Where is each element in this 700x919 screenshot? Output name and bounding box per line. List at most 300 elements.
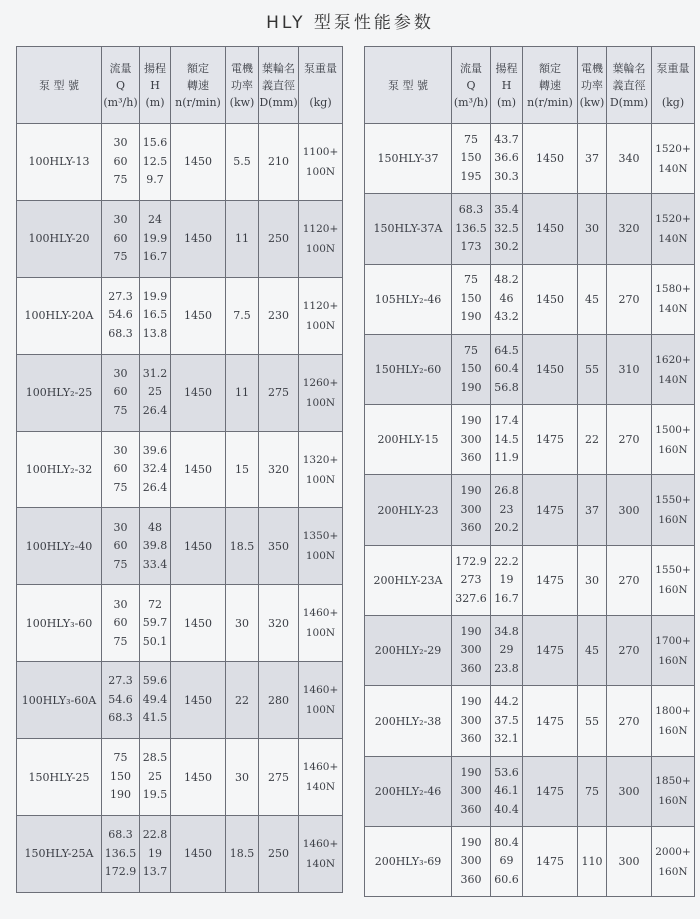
- head-cell: [140, 277, 171, 354]
- flow-value: 190: [460, 695, 482, 709]
- pump-model-cell: 150HLY-25: [17, 739, 102, 816]
- head-cell: [491, 826, 523, 896]
- header-label: 葉輪名: [612, 61, 646, 75]
- head-value: 28.5: [142, 751, 168, 765]
- pump-model-cell: 100HLY-13: [17, 124, 102, 201]
- speed-cell: 1475: [523, 826, 578, 896]
- impeller-diameter-cell: 270: [607, 686, 652, 756]
- head-value: 69: [499, 854, 514, 868]
- impeller-diameter-cell: 270: [607, 264, 652, 334]
- flow-value: 30: [113, 136, 128, 150]
- table-row: [365, 475, 695, 545]
- table-row: [17, 508, 343, 585]
- header-label: 轉速: [187, 78, 209, 92]
- head-cell: [491, 756, 523, 826]
- header-pump-weight: [652, 47, 695, 124]
- weight-cell: [652, 475, 695, 545]
- power-cell: 22: [226, 662, 259, 739]
- header-label: (m³/h): [453, 95, 489, 109]
- head-value: 9.7: [146, 173, 164, 187]
- head-value: 36.6: [494, 151, 519, 165]
- weight-value: 1550+: [655, 494, 691, 507]
- flow-value: 190: [460, 765, 482, 779]
- head-value: 24: [148, 213, 162, 227]
- power-cell: 45: [578, 616, 607, 686]
- head-value: 30.2: [494, 240, 519, 254]
- pump-model-cell: 100HLY₂-25: [17, 354, 102, 431]
- impeller-diameter-cell: 320: [259, 585, 299, 662]
- head-value: 13.7: [142, 865, 168, 879]
- header-label: n(r/min): [175, 95, 221, 109]
- header-label: 功率: [581, 78, 603, 92]
- flow-value: 60: [113, 616, 128, 630]
- flow-value: 190: [460, 414, 482, 428]
- header-label: 泵重量: [304, 61, 337, 75]
- flow-cell: [102, 816, 140, 893]
- header-label: (kg): [309, 95, 332, 109]
- flow-value: 195: [460, 169, 482, 183]
- head-value: 26.4: [142, 480, 168, 494]
- head-value: 80.4: [494, 835, 519, 849]
- header-label: 流量: [460, 61, 482, 75]
- header-impeller-diameter: [259, 47, 299, 124]
- flow-value: 54.6: [108, 692, 133, 706]
- head-value: 22.2: [494, 554, 519, 568]
- weight-value: 1520+: [655, 212, 691, 225]
- pump-model-cell: 100HLY-20A: [17, 277, 102, 354]
- table-row: [365, 616, 695, 686]
- flow-value: 150: [460, 362, 482, 376]
- table-row: [17, 662, 343, 739]
- power-cell: 110: [578, 826, 607, 896]
- flow-value: 75: [113, 250, 128, 264]
- table-row: [365, 194, 695, 264]
- power-cell: 30: [578, 194, 607, 264]
- flow-value: 75: [113, 634, 128, 648]
- weight-value: 1550+: [655, 564, 691, 577]
- header-label: 電機: [581, 61, 603, 75]
- weight-value: 2000+: [655, 845, 691, 858]
- head-value: 56.8: [494, 380, 519, 394]
- header-flow: [452, 47, 491, 124]
- head-cell: [140, 816, 171, 893]
- weight-value: 1460+: [302, 684, 339, 697]
- power-cell: 7.5: [226, 277, 259, 354]
- flow-value: 30: [113, 366, 128, 380]
- flow-cell: [102, 124, 140, 201]
- speed-cell: 1450: [171, 662, 226, 739]
- head-value: 39.6: [142, 443, 168, 457]
- table-row: [365, 686, 695, 756]
- speed-cell: 1450: [523, 264, 578, 334]
- head-value: 23.8: [494, 661, 519, 675]
- header-label: (kg): [661, 95, 685, 109]
- impeller-diameter-cell: 275: [259, 739, 299, 816]
- weight-value: 1320+: [302, 453, 339, 466]
- head-value: 50.1: [142, 634, 168, 648]
- head-value: 48.2: [494, 273, 519, 287]
- flow-cell: [452, 545, 491, 615]
- header-label: 泵重量: [656, 61, 690, 75]
- header-label: 義直徑: [612, 78, 646, 92]
- head-value: 23: [499, 502, 514, 516]
- impeller-diameter-cell: 300: [607, 756, 652, 826]
- head-value: 25: [148, 385, 162, 399]
- head-cell: [140, 354, 171, 431]
- head-value: 19.5: [142, 788, 168, 802]
- weight-value: 1520+: [655, 142, 691, 155]
- header-label: (m): [145, 95, 165, 109]
- impeller-diameter-cell: 320: [607, 194, 652, 264]
- flow-value: 360: [460, 451, 482, 465]
- head-value: 48: [148, 520, 162, 534]
- flow-value: 360: [460, 661, 482, 675]
- head-cell: [140, 431, 171, 508]
- head-value: 26.4: [142, 403, 168, 417]
- head-value: 64.5: [494, 343, 519, 357]
- speed-cell: 1450: [523, 124, 578, 194]
- power-cell: 15: [226, 431, 259, 508]
- weight-cell: [299, 816, 343, 893]
- flow-value: 68.3: [108, 326, 133, 340]
- flow-value: 360: [460, 521, 482, 535]
- flow-value: 173: [460, 240, 482, 254]
- flow-value: 190: [460, 310, 482, 324]
- header-label: 揚程: [144, 61, 166, 75]
- header-label: (kw): [579, 95, 605, 109]
- weight-cell: [652, 616, 695, 686]
- flow-cell: [452, 405, 491, 475]
- weight-value: 140N: [658, 303, 688, 316]
- header-label: 泵 型 號: [388, 78, 428, 92]
- weight-cell: [652, 264, 695, 334]
- speed-cell: 1450: [171, 508, 226, 585]
- head-value: 22.8: [142, 828, 168, 842]
- weight-value: 160N: [658, 725, 688, 738]
- flow-value: 300: [460, 502, 482, 516]
- flow-cell: [102, 200, 140, 277]
- weight-cell: [299, 124, 343, 201]
- weight-cell: [299, 508, 343, 585]
- weight-value: 1620+: [655, 353, 691, 366]
- speed-cell: 1450: [171, 277, 226, 354]
- head-value: 39.8: [142, 539, 168, 553]
- speed-cell: 1450: [171, 200, 226, 277]
- head-value: 32.5: [494, 221, 519, 235]
- flow-cell: [452, 334, 491, 404]
- head-value: 33.4: [142, 557, 168, 571]
- weight-cell: [299, 431, 343, 508]
- table-row: [17, 585, 343, 662]
- head-cell: [140, 662, 171, 739]
- head-cell: [491, 124, 523, 194]
- pump-model-cell: 150HLY-37A: [365, 194, 452, 264]
- weight-value: 1120+: [302, 299, 339, 312]
- flow-value: 30: [113, 213, 128, 227]
- head-value: 60.6: [494, 872, 519, 886]
- head-value: 41.5: [142, 711, 168, 725]
- flow-cell: [452, 124, 491, 194]
- head-value: 16.5: [142, 308, 168, 322]
- head-value: 12.5: [142, 154, 168, 168]
- impeller-diameter-cell: 270: [607, 405, 652, 475]
- weight-value: 140N: [658, 162, 688, 175]
- table-body: [365, 124, 695, 897]
- power-cell: 5.5: [226, 124, 259, 201]
- pump-model-cell: 100HLY₃-60: [17, 585, 102, 662]
- weight-value: 100N: [305, 704, 336, 717]
- table-row: [17, 431, 343, 508]
- weight-cell: [652, 826, 695, 896]
- head-cell: [491, 616, 523, 686]
- pump-model-cell: 200HLY-15: [365, 405, 452, 475]
- header-label: H: [150, 78, 160, 92]
- header-power: [578, 47, 607, 124]
- pump-model-cell: 100HLY-20: [17, 200, 102, 277]
- flow-value: 68.3: [108, 711, 133, 725]
- weight-value: 160N: [658, 584, 688, 597]
- header-pump-model: [365, 47, 452, 124]
- weight-cell: [299, 585, 343, 662]
- head-value: 16.7: [494, 591, 519, 605]
- weight-value: 1700+: [655, 634, 691, 647]
- weight-cell: [299, 662, 343, 739]
- flow-value: 27.3: [108, 289, 133, 303]
- flow-value: 60: [113, 154, 128, 168]
- header-label: (m³/h): [103, 95, 138, 109]
- pump-model-cell: 100HLY₃-60A: [17, 662, 102, 739]
- pump-model-cell: 200HLY-23: [365, 475, 452, 545]
- header-label: 泵 型 號: [39, 78, 79, 92]
- impeller-diameter-cell: 340: [607, 124, 652, 194]
- table-row: [365, 405, 695, 475]
- header-label: 電機: [231, 61, 253, 75]
- flow-value: 30: [113, 443, 128, 457]
- head-value: 19: [148, 846, 162, 860]
- head-cell: [491, 334, 523, 404]
- weight-value: 100N: [305, 165, 336, 178]
- head-value: 11.9: [494, 451, 519, 465]
- header-label: (kw): [229, 95, 255, 109]
- speed-cell: 1475: [523, 616, 578, 686]
- weight-value: 1260+: [302, 376, 339, 389]
- pump-model-cell: 150HLY-25A: [17, 816, 102, 893]
- header-pump-weight: [299, 47, 343, 124]
- pump-model-cell: 200HLY₂-46: [365, 756, 452, 826]
- head-value: 20.2: [494, 521, 519, 535]
- header-label: 流量: [109, 61, 132, 75]
- header-flow: [102, 47, 140, 124]
- head-value: 49.4: [142, 692, 168, 706]
- flow-value: 172.9: [104, 865, 137, 879]
- weight-value: 100N: [305, 550, 336, 563]
- weight-value: 160N: [658, 795, 688, 808]
- header-label: (m): [496, 95, 516, 109]
- weight-cell: [652, 545, 695, 615]
- weight-cell: [299, 739, 343, 816]
- head-value: 59.7: [142, 616, 168, 630]
- head-value: 15.6: [142, 136, 168, 150]
- impeller-diameter-cell: 270: [607, 545, 652, 615]
- flow-value: 75: [113, 480, 128, 494]
- pump-model-cell: 150HLY-37: [365, 124, 452, 194]
- speed-cell: 1450: [171, 816, 226, 893]
- header-label: 葉輪名: [262, 61, 295, 75]
- head-value: 40.4: [494, 802, 519, 816]
- power-cell: 30: [226, 739, 259, 816]
- head-value: 37.5: [494, 713, 519, 727]
- weight-cell: [652, 194, 695, 264]
- weight-value: 160N: [658, 443, 688, 456]
- table-row: [365, 334, 695, 404]
- head-cell: [491, 405, 523, 475]
- weight-cell: [652, 686, 695, 756]
- flow-value: 190: [110, 788, 131, 802]
- impeller-diameter-cell: 210: [259, 124, 299, 201]
- flow-cell: [102, 662, 140, 739]
- head-value: 46.1: [494, 784, 519, 798]
- weight-cell: [299, 277, 343, 354]
- head-cell: [140, 508, 171, 585]
- table-header-row: [17, 47, 343, 124]
- header-impeller-diameter: [607, 47, 652, 124]
- head-value: 31.2: [142, 366, 168, 380]
- weight-value: 1500+: [655, 423, 691, 436]
- pump-model-cell: 150HLY₂-60: [365, 334, 452, 404]
- flow-value: 60: [113, 539, 128, 553]
- head-value: 19.9: [142, 289, 168, 303]
- header-label: D(mm): [259, 95, 298, 109]
- weight-cell: [652, 124, 695, 194]
- flow-value: 300: [460, 713, 482, 727]
- head-value: 35.4: [494, 203, 519, 217]
- flow-value: 60: [113, 231, 128, 245]
- header-label: D(mm): [609, 95, 649, 109]
- flow-cell: [452, 264, 491, 334]
- flow-value: 150: [460, 151, 482, 165]
- speed-cell: 1475: [523, 756, 578, 826]
- power-cell: 18.5: [226, 508, 259, 585]
- header-head: [491, 47, 523, 124]
- speed-cell: 1450: [171, 585, 226, 662]
- table-row: [17, 816, 343, 893]
- weight-value: 1100+: [302, 145, 339, 158]
- header-label: Q: [115, 78, 126, 92]
- header-label: 揚程: [495, 61, 518, 75]
- power-cell: 30: [226, 585, 259, 662]
- weight-value: 1460+: [302, 837, 339, 850]
- flow-value: 300: [460, 784, 482, 798]
- head-value: 72: [148, 597, 162, 611]
- flow-cell: [102, 354, 140, 431]
- power-cell: 11: [226, 200, 259, 277]
- head-value: 32.4: [142, 462, 168, 476]
- performance-table-right: [364, 46, 695, 897]
- flow-value: 75: [113, 557, 128, 571]
- head-value: 43.2: [494, 310, 519, 324]
- weight-value: 160N: [658, 514, 688, 527]
- weight-value: 100N: [305, 396, 336, 409]
- head-value: 19.9: [142, 231, 168, 245]
- head-value: 16.7: [142, 250, 168, 264]
- speed-cell: 1450: [171, 354, 226, 431]
- pump-model-cell: 200HLY₂-29: [365, 616, 452, 686]
- head-value: 53.6: [494, 765, 519, 779]
- table-body: [17, 124, 343, 893]
- impeller-diameter-cell: 320: [259, 431, 299, 508]
- weight-value: 1580+: [655, 283, 691, 296]
- weight-value: 100N: [305, 627, 336, 640]
- speed-cell: 1475: [523, 475, 578, 545]
- power-cell: 37: [578, 475, 607, 545]
- head-cell: [491, 545, 523, 615]
- flow-value: 360: [460, 802, 482, 816]
- head-cell: [140, 585, 171, 662]
- table-row: [17, 354, 343, 431]
- flow-value: 30: [113, 597, 128, 611]
- head-value: 17.4: [494, 414, 519, 428]
- header-label: 義直徑: [262, 78, 295, 92]
- head-value: 13.8: [142, 326, 168, 340]
- flow-value: 300: [460, 643, 482, 657]
- flow-value: 136.5: [104, 846, 137, 860]
- table-row: [365, 826, 695, 896]
- header-label: 額定: [187, 61, 209, 75]
- page-title: HLY 型泵性能参数: [266, 13, 434, 33]
- header-speed: [171, 47, 226, 124]
- head-value: 46: [499, 291, 514, 305]
- flow-cell: [452, 194, 491, 264]
- speed-cell: 1450: [171, 124, 226, 201]
- impeller-diameter-cell: 300: [607, 475, 652, 545]
- head-value: 14.5: [494, 432, 519, 446]
- flow-cell: [102, 739, 140, 816]
- impeller-diameter-cell: 300: [607, 826, 652, 896]
- flow-value: 190: [460, 835, 482, 849]
- pump-model-cell: 105HLY₂-46: [365, 264, 452, 334]
- head-value: 26.8: [494, 484, 519, 498]
- weight-cell: [652, 405, 695, 475]
- head-value: 19: [499, 573, 514, 587]
- head-cell: [140, 124, 171, 201]
- weight-value: 1460+: [302, 607, 339, 620]
- impeller-diameter-cell: 310: [607, 334, 652, 404]
- flow-cell: [102, 508, 140, 585]
- table-row: [17, 739, 343, 816]
- power-cell: 55: [578, 334, 607, 404]
- table-row: [17, 277, 343, 354]
- impeller-diameter-cell: 250: [259, 200, 299, 277]
- pump-model-cell: 200HLY-23A: [365, 545, 452, 615]
- weight-value: 1800+: [655, 705, 691, 718]
- power-cell: 11: [226, 354, 259, 431]
- table-row: [17, 124, 343, 201]
- header-head: [140, 47, 171, 124]
- weight-value: 1850+: [655, 775, 691, 788]
- speed-cell: 1450: [171, 739, 226, 816]
- header-pump-model: [17, 47, 102, 124]
- table-row: [365, 545, 695, 615]
- flow-value: 27.3: [108, 674, 133, 688]
- table-header-row: [365, 47, 695, 124]
- weight-value: 140N: [305, 857, 336, 870]
- flow-cell: [452, 475, 491, 545]
- power-cell: 22: [578, 405, 607, 475]
- flow-value: 190: [460, 484, 482, 498]
- weight-cell: [652, 334, 695, 404]
- header-label: H: [501, 78, 512, 92]
- header-power: [226, 47, 259, 124]
